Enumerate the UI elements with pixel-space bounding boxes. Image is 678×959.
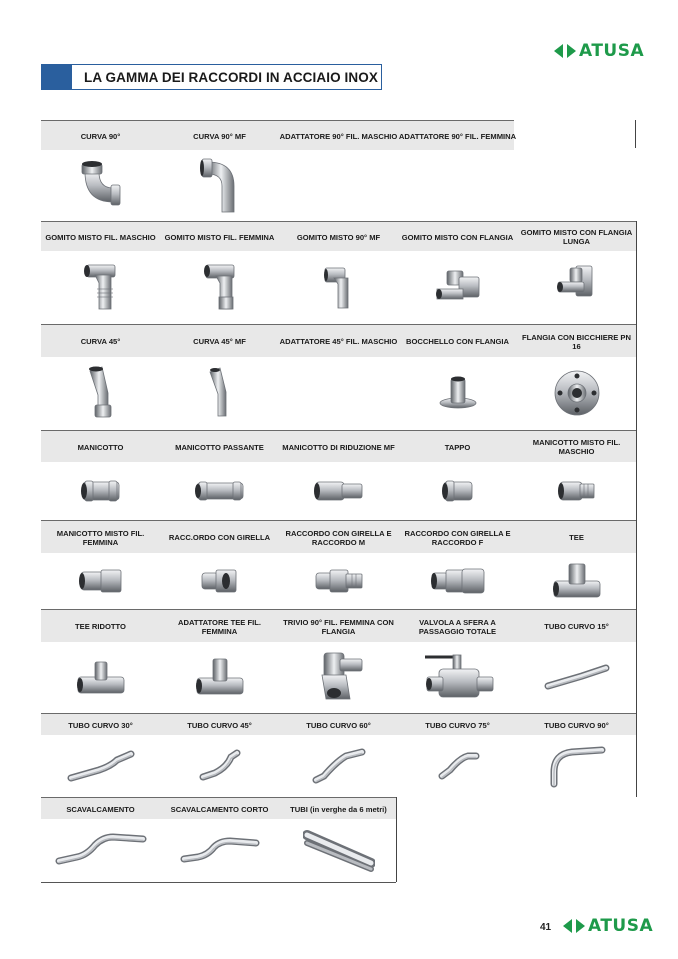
bent-tube-90-icon [546,744,608,788]
product-label: MANICOTTO MISTO FIL. FEMMINA [56,528,145,547]
product-label: GOMITO MISTO FIL. MASCHIO [45,232,156,242]
product-label: TUBO CURVO 30° [68,720,133,730]
product-label: TEE RIDOTTO [75,622,126,631]
tee-icon [550,561,604,601]
product-label: TUBO CURVO 90° [544,720,609,730]
product-label: MANICOTTO PASSANTE [175,442,264,452]
product-label: BOCCHELLO CON FLANGIA [406,337,509,346]
title-accent-block [42,65,72,89]
product-label: TAPPO [444,442,471,452]
product-label: TUBO CURVO 45° [187,720,252,730]
product-label: SCAVALCAMENTO [66,804,135,814]
curve-45-mf-icon [206,366,234,420]
product-label: ADATTATORE 90° FIL. MASCHIO [279,131,398,141]
ball-valve-icon [417,649,499,705]
atusa-logo-icon [554,42,576,60]
product-label: RACC.ORDO CON GIRELLA [168,533,271,542]
union-male-icon [312,567,366,595]
row-border-right [636,713,637,797]
row-border-right [636,520,637,609]
elbow-thread-male-icon [81,261,121,313]
row-border-right [636,609,637,713]
curve-45-icon [84,365,118,421]
cap-icon [440,478,476,504]
page-title-box [41,64,382,90]
atusa-logo-icon [563,917,585,935]
row-border-right [396,797,397,882]
union-icon [198,567,242,595]
product-label: FLANGIA CON BICCHIERE PN 16 [522,332,631,351]
brand-name: ATUSA [579,41,645,61]
elbow-90-mf-icon [322,262,356,312]
product-label: RACCORDO CON GIRELLA E RACCORDO M [285,528,392,547]
elbow-flange-long-icon [554,262,600,312]
product-label: CURVA 90° MF [193,131,246,141]
straight-tubes-icon [303,827,375,873]
curve-90-mf-icon [200,156,240,216]
product-label: CURVA 45° [80,337,121,346]
atusa-logo-top [554,41,644,61]
product-label: ADATTATORE 90° FIL. FEMMINA [398,131,517,141]
elbow-flange-icon [433,267,483,307]
product-label: GOMITO MISTO CON FLANGIA LUNGA [520,228,633,246]
product-label: SCAVALCAMENTO CORTO [170,804,269,814]
page-title: LA GAMMA DEI RACCORDI IN ACCIAIO INOX [84,69,378,85]
row-border-right [635,120,636,148]
coupling-thread-male-icon [556,478,598,504]
curve-90-icon [79,158,123,214]
product-label: TUBO CURVO 15° [544,622,609,631]
elbow-thread-female-icon [200,261,240,313]
atusa-logo-bottom [563,916,653,936]
slip-coupling-icon [193,479,247,503]
flange-pn16-icon [552,368,602,418]
reducer-coupling-icon [312,478,366,504]
row-border-right [636,430,637,520]
union-female-icon [428,566,488,596]
product-label: GOMITO MISTO CON FLANGIA [401,232,514,242]
product-label: MANICOTTO [77,442,124,452]
row-border-right [636,324,637,430]
product-label: CURVA 90° [80,131,121,141]
coupling-icon [79,478,123,504]
product-label: ADATTATORE 45° FIL. MASCHIO [279,337,398,346]
product-label: VALVOLA A SFERA A PASSAGGIO TOTALE [418,617,497,636]
product-label: GOMITO MISTO 90° MF [296,232,381,242]
bent-tube-45-icon [197,749,243,783]
product-label: TEE [569,533,584,542]
row-border-right [636,221,637,324]
page-number: 41 [540,922,552,933]
product-label: MANICOTTO MISTO FIL. MASCHIO [532,438,621,456]
product-label: RACCORDO CON GIRELLA E RACCORDO F [404,528,511,547]
bent-tube-15-icon [542,662,612,692]
bent-tube-75-icon [436,750,480,782]
short-crossover-icon [180,835,260,865]
product-label: TUBO CURVO 60° [306,720,371,730]
product-label: MANICOTTO DI RIDUZIONE MF [282,442,395,452]
coupling-thread-female-icon [77,567,125,595]
crossover-icon [55,833,147,867]
product-label: TUBI (in verghe da 6 metri) [290,804,387,814]
bent-tube-30-icon [65,748,137,784]
reduced-tee-icon [74,657,128,697]
product-label: CURVA 45° MF [193,337,246,346]
product-label: TUBO CURVO 75° [425,720,490,730]
bent-tube-60-icon [310,746,368,786]
product-label: ADATTATORE TEE FIL. FEMMINA [178,617,261,636]
brand-name: ATUSA [588,916,654,936]
grid-bottom-line [41,882,396,883]
flange-nozzle-icon [437,373,479,413]
tee-thread-female-icon [193,656,247,698]
product-label: GOMITO MISTO FIL. FEMMINA [164,232,275,242]
trivio-flange-icon [312,649,366,705]
product-label: TRIVIO 90° FIL. FEMMINA CON FLANGIA [283,617,394,636]
